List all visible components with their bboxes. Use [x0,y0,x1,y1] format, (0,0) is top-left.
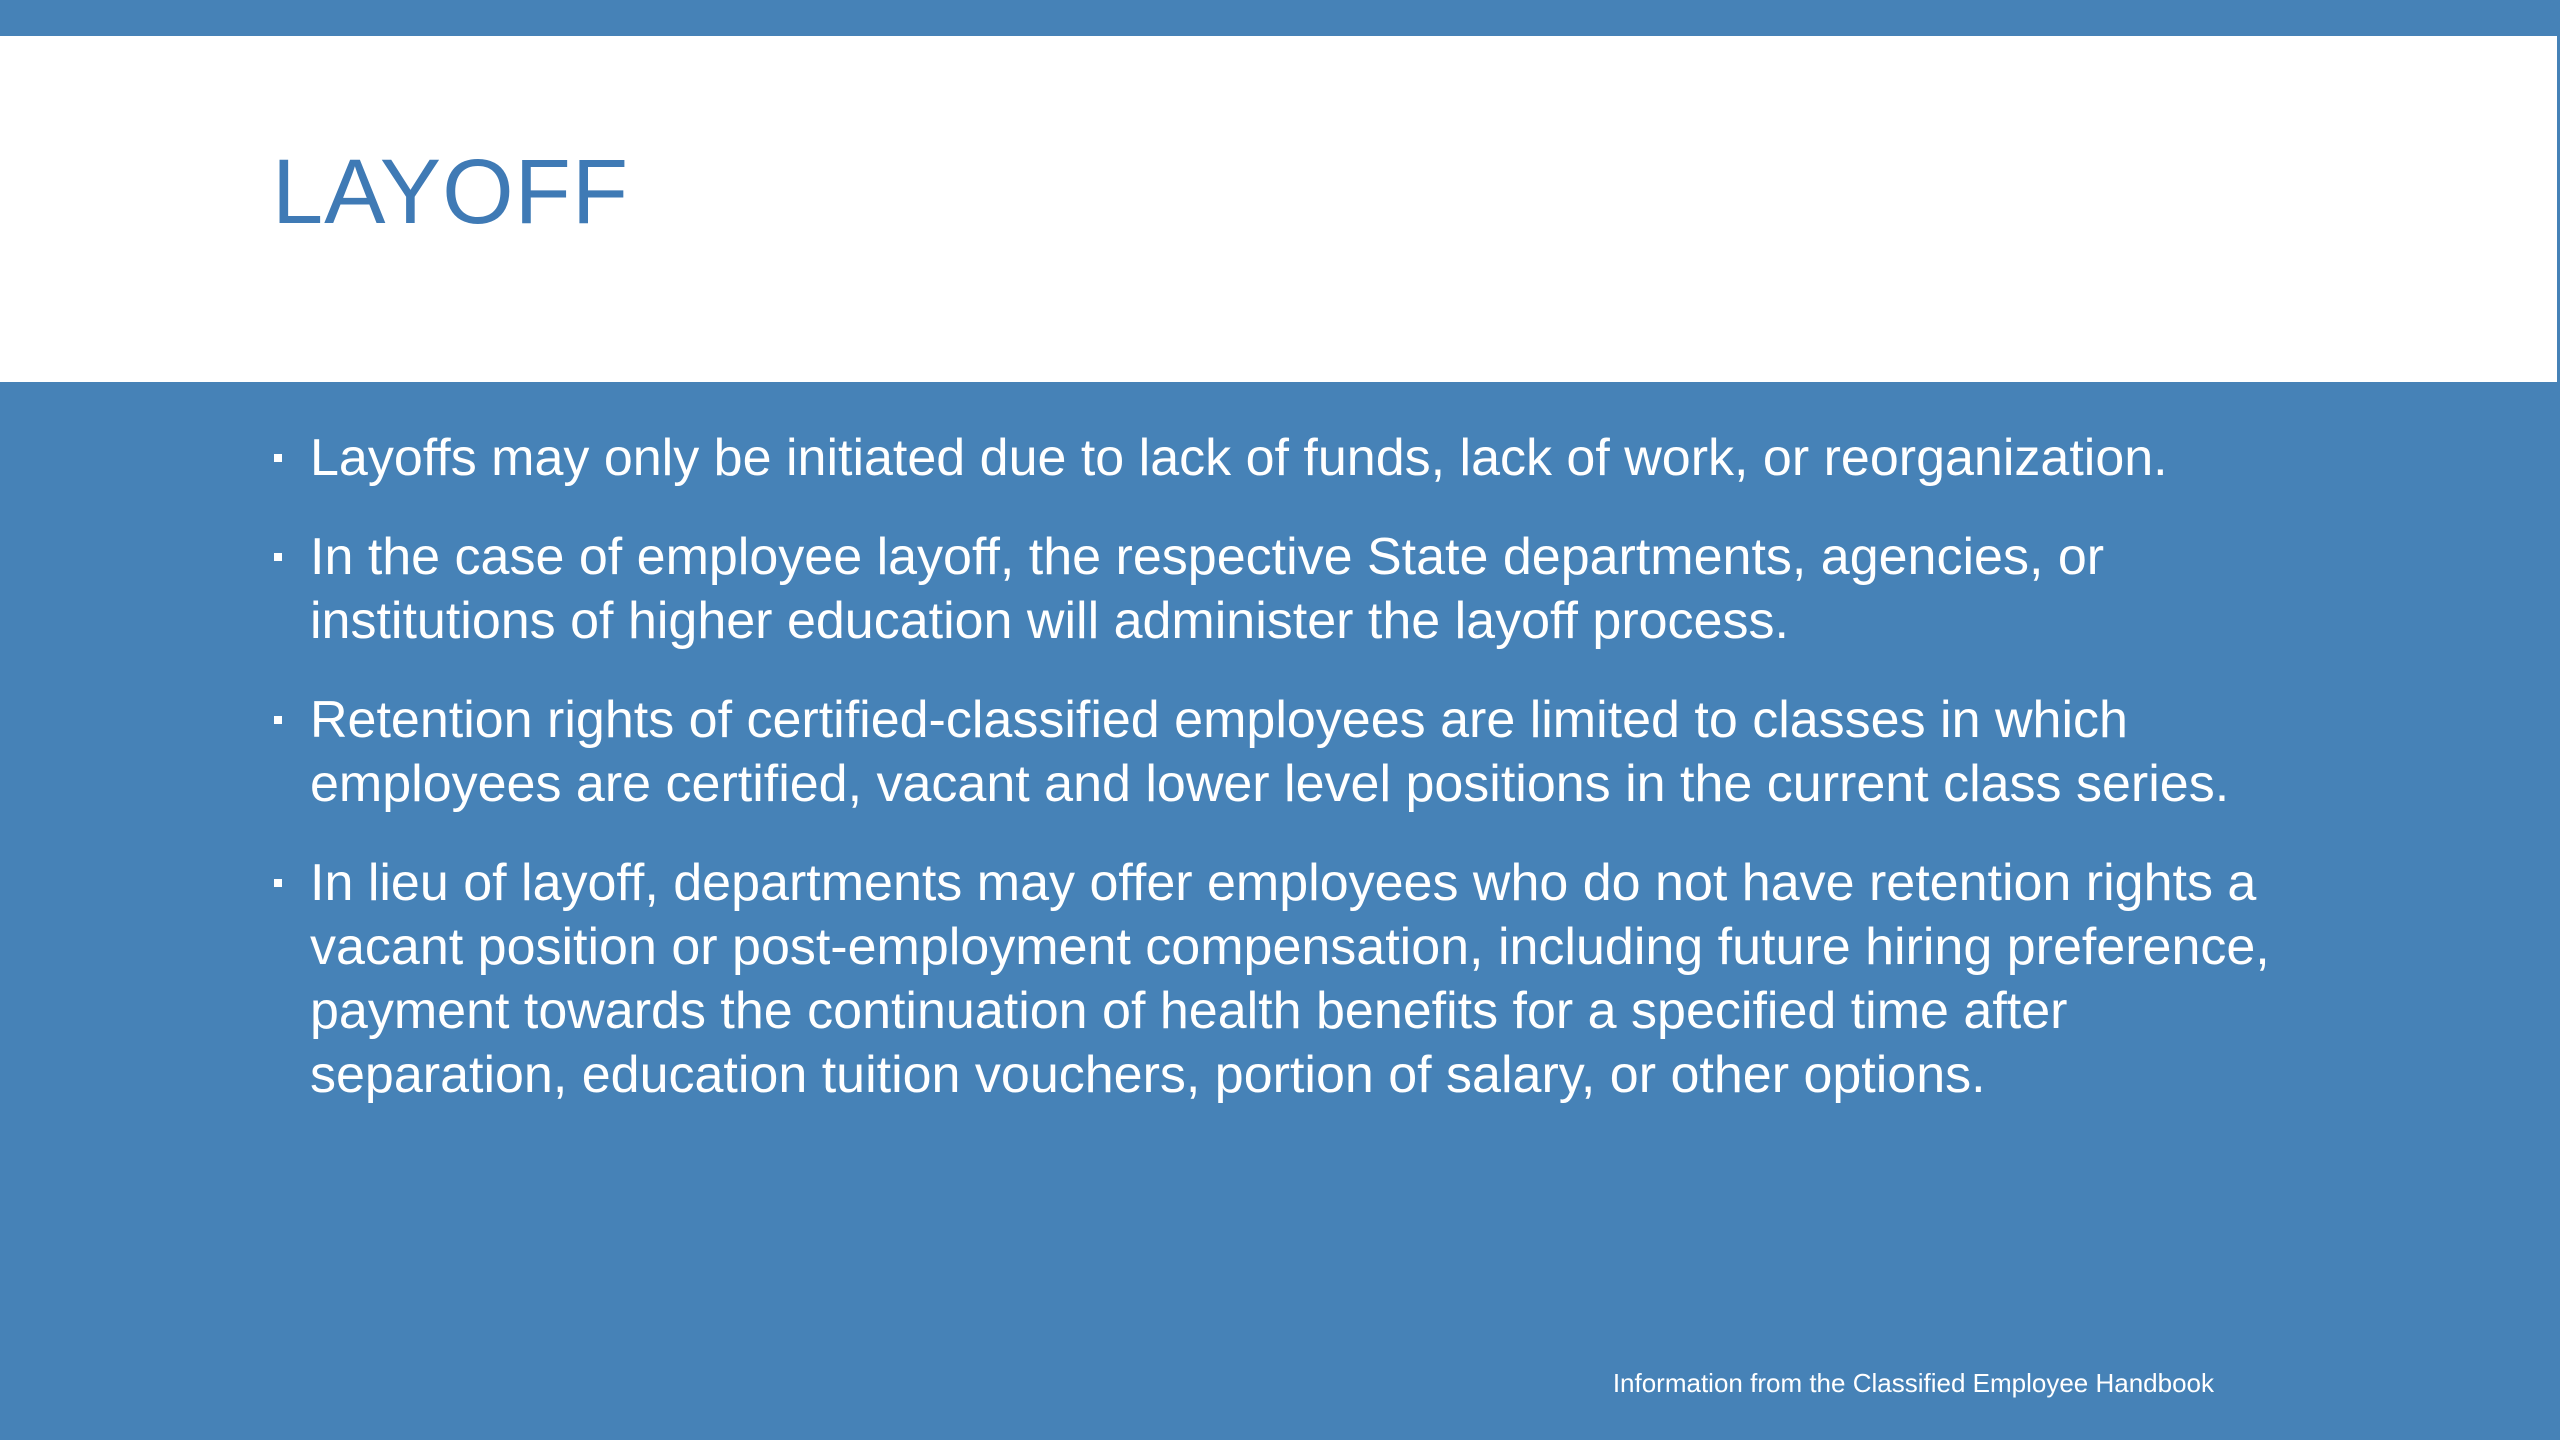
square-bullet-icon [274,454,282,462]
bullet-text: In lieu of layoff, departments may offer employees who do not have retention rights a vacant position or post-employment compensation, including future hiring preference, payment towards the continuation of health benefits for a specified time after separation, education tuition vouchers, portion of salary, or other options. [310,854,2270,1104]
bullet-item [272,525,2302,653]
bullet-text: In the case of employee layoff, the respective State departments, agencies, or institutions of higher education will administer the layoff process. [310,528,2105,650]
bullet-text: Layoffs may only be initiated due to lack of funds, lack of work, or reorganization. [310,429,2168,487]
square-bullet-icon [274,716,282,724]
square-bullet-icon [274,879,282,887]
bullet-list [272,426,2302,1142]
bullet-item [272,851,2302,1107]
bullet-item [272,688,2302,816]
source-footnote: Information from the Classified Employee Handbook [1612,1368,2214,1398]
slide-title: LAYOFF [272,141,630,243]
bullet-item [272,426,2302,490]
square-bullet-icon [274,553,282,561]
bullet-text: Retention rights of certified-classified employees are limited to classes in which employees are certified, vacant and lower level positions in the current class series. [310,691,2230,813]
top-accent-strip [0,0,2560,36]
